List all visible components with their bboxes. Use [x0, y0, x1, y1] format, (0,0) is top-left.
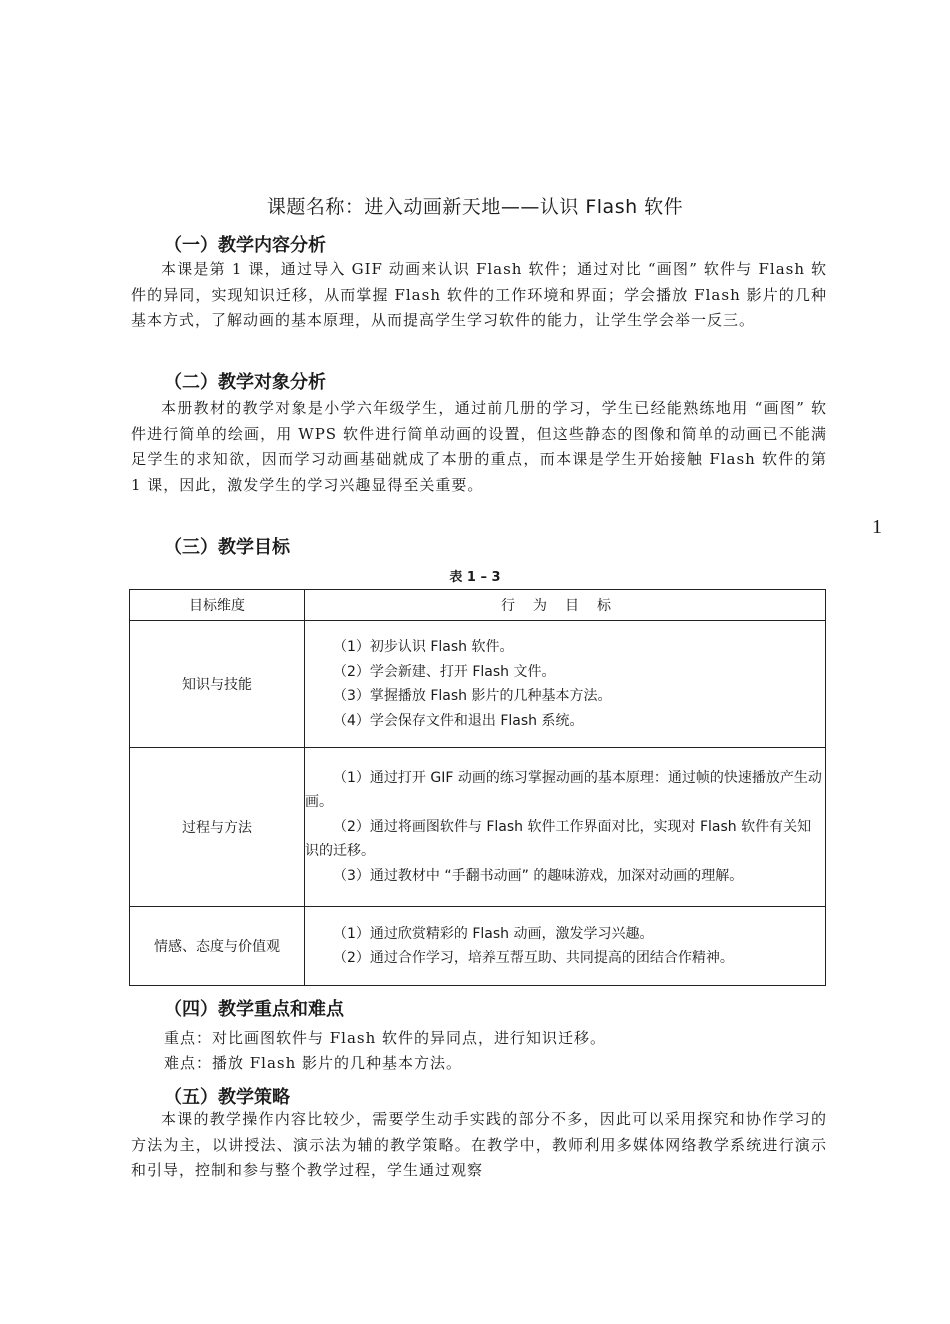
- paragraph-audience-analysis: 本册教材的教学对象是小学六年级学生，通过前几册的学习，学生已经能熟练地用 “画图” 软件进行简单的绘画，用 WPS 软件进行简单动画的设置，但这些静态的图像和简单的动画已不能满足学生的求知欲，因而学习动画基础就成了本册的重点，而本课是学生开始接触 Flash 软件的第 1 课，因此，激发学生的学习兴趣显得至关重要。: [131, 399, 827, 494]
- table-cell-goals: [305, 907, 826, 986]
- goal-line: （2）通过合作学习，培养互帮互助、共同提高的团结合作精神。: [333, 950, 734, 966]
- table-cell-goals: [305, 621, 826, 748]
- goal-line: （1）通过欣赏精彩的 Flash 动画，激发学习兴趣。: [333, 925, 654, 942]
- table-header-row: [130, 590, 826, 621]
- table-caption: 表 1 – 3: [449, 570, 501, 585]
- goal-line: （2）通过将画图软件与 Flash 软件工作界面对比，实现对 Flash 软件有关知识的迁移。: [305, 818, 812, 860]
- table-cell-dimension: 情感、态度与价值观: [130, 907, 305, 986]
- table-row: [130, 621, 826, 748]
- goal-line: （3）通过教材中 “手翻书动画” 的趣味游戏，加深对动画的理解。: [333, 867, 744, 884]
- teaching-goals-table: [129, 589, 826, 986]
- table-header-dimension: 目标维度: [130, 590, 305, 621]
- section-heading-content-analysis: （一）教学内容分析: [164, 235, 326, 256]
- table-cell-dimension: 知识与技能: [130, 621, 305, 748]
- difficulty-line: 难点：播放 Flash 影片的几种基本方法。: [164, 1054, 463, 1072]
- goal-line: （4）学会保存文件和退出 Flash 系统。: [333, 712, 584, 729]
- goal-line: （1）初步认识 Flash 软件。: [333, 639, 514, 655]
- goal-line: （1）通过打开 GIF 动画的练习掌握动画的基本原理：通过帧的快速播放产生动画。: [305, 769, 822, 811]
- paragraph-content-analysis: 本课是第 1 课，通过导入 GIF 动画来认识 Flash 软件；通过对比 “画图” 软件与 Flash 软件的异同，实现知识迁移，从而掌握 Flash 软件的工作环境和界面；学会播放 Flash 影片的几种基本方式，了解动画的基本原理，从而提高学生学习软件的能力，让学生学会举一反三。: [131, 260, 827, 329]
- goal-line: （2）学会新建、打开 Flash 文件。: [333, 663, 556, 680]
- key-point-line: 重点：对比画图软件与 Flash 软件的异同点，进行知识迁移。: [164, 1029, 607, 1047]
- table-header-goal: 行为目标: [305, 590, 826, 621]
- section-heading-teaching-strategy: （五）教学策略: [164, 1087, 290, 1108]
- paragraph-teaching-strategy: 本课的教学操作内容比较少，需要学生动手实践的部分不多，因此可以采用探究和协作学习的方法为主，以讲授法、演示法为辅的教学策略。在教学中，教师利用多媒体网络教学系统进行演示和引导，控制和参与整个教学过程，学生通过观察: [131, 1110, 827, 1179]
- lesson-title: 课题名称：进入动画新天地——认识 Flash 软件: [266, 196, 684, 218]
- section-heading-key-points: （四）教学重点和难点: [164, 999, 344, 1020]
- page-number: 1: [872, 516, 882, 538]
- table-row: [130, 748, 826, 907]
- table-cell-dimension: 过程与方法: [130, 748, 305, 907]
- section-heading-teaching-goals: （三）教学目标: [164, 537, 290, 558]
- section-heading-audience-analysis: （二）教学对象分析: [164, 372, 326, 393]
- table-cell-goals: [305, 748, 826, 907]
- goal-line: （3）掌握播放 Flash 影片的几种基本方法。: [333, 688, 612, 704]
- table-row: [130, 907, 826, 986]
